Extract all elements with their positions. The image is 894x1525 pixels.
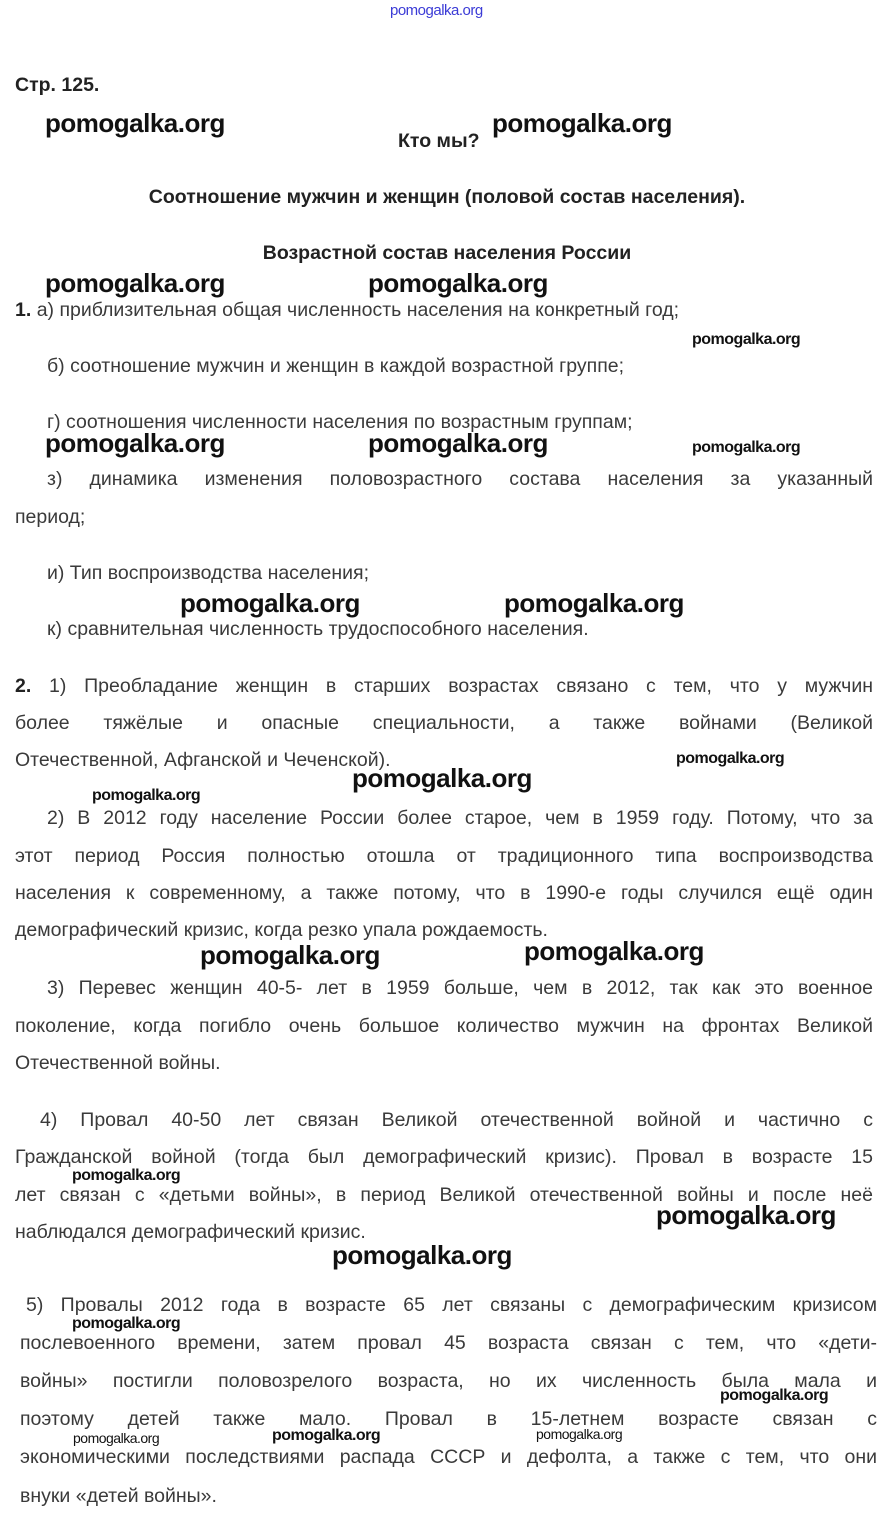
watermark: pomogalka.org <box>524 936 704 966</box>
task2-p5-line: войны» постигли половозрелого возраста, но их численность была мала и <box>20 1370 877 1392</box>
task2-p4-line: наблюдался демографический кризис. <box>15 1221 366 1243</box>
page-reference: Стр. 125. <box>15 74 100 96</box>
task2-p1-line: Отечественной, Афганской и Чеченской). <box>15 749 391 771</box>
task2-p5-line: поэтому детей также мало. Провал в 15-летнем возрасте связан с <box>20 1408 877 1430</box>
task2-p2-line: населения к современному, а также потому, что в 1990-е годы случился ещё один <box>15 882 873 904</box>
watermark: pomogalka.org <box>504 588 684 618</box>
task2-p1-line: более тяжёлые и опасные специальности, а также войнами (Великой <box>15 712 873 734</box>
task1-item-a <box>15 298 679 322</box>
watermark: pomogalka.org <box>390 2 483 19</box>
task2-p3-line: 3) Перевес женщин 40-5- лет в 1959 больше, чем в 2012, так как это военное <box>47 977 873 999</box>
line-text: 1) Преобладание женщин в старших возрастах связано с тем, что у мужчин <box>49 675 873 697</box>
watermark: pomogalka.org <box>332 1240 512 1270</box>
watermark: pomogalka.org <box>92 787 201 804</box>
watermark: pomogalka.org <box>368 428 548 458</box>
watermark: pomogalka.org <box>45 428 225 458</box>
heading-age-composition: Возрастной состав населения России <box>262 242 632 264</box>
watermark: pomogalka.org <box>492 108 672 138</box>
watermark: pomogalka.org <box>692 439 801 456</box>
heading-sex-composition: Соотношение мужчин и женщин (половой состав населения). <box>148 186 746 208</box>
task2-p5-line: экономическими последствиями распада СССР и дефолта, а также с тем, что они <box>20 1446 877 1468</box>
item-text: а) приблизительная общая численность населения на конкретный год; <box>36 299 680 321</box>
watermark: pomogalka.org <box>656 1200 836 1230</box>
task1-item-g: г) соотношения численности населения по возрастным группам; <box>47 411 633 433</box>
task2-p4-line: лет связан с «детьми войны», в период Великой отечественной войны и после неё <box>15 1184 873 1206</box>
task2-p2-line: этот период Россия полностью отошла от традиционного типа воспроизводства <box>15 845 873 867</box>
watermark: pomogalka.org <box>73 1430 160 1446</box>
watermark: pomogalka.org <box>692 331 801 348</box>
task2-p3-line: Отечественной войны. <box>15 1052 221 1074</box>
task2-p5-line: внуки «детей войны». <box>20 1485 217 1507</box>
watermark: pomogalka.org <box>180 588 360 618</box>
watermark: pomogalka.org <box>352 763 532 793</box>
task1-item-z: з) динамика изменения половозрастного состава населения за указанный <box>47 468 873 490</box>
watermark: pomogalka.org <box>720 1387 829 1404</box>
watermark: pomogalka.org <box>72 1167 181 1184</box>
watermark: pomogalka.org <box>72 1315 181 1332</box>
task2-p2-line: демографический кризис, когда резко упала рождаемость. <box>15 919 548 941</box>
watermark: pomogalka.org <box>272 1427 381 1444</box>
task1-item-i: и) Тип воспроизводства населения; <box>47 562 369 584</box>
task2-p5-line: послевоенного времени, затем провал 45 возраста связан с тем, что «дети- <box>20 1332 877 1354</box>
watermark: pomogalka.org <box>45 108 225 138</box>
task1-item-b: б) соотношение мужчин и женщин в каждой возрастной группе; <box>47 355 625 377</box>
task1-item-z-cont: период; <box>15 506 86 528</box>
task2-p2-line: 2) В 2012 году население России более старое, чем в 1959 году. Потому, что за <box>47 807 873 829</box>
watermark: pomogalka.org <box>536 1426 623 1442</box>
task2-p4-line: Гражданской войной (тогда был демографический кризис). Провал в возрасте 15 <box>15 1146 873 1168</box>
task2-p1-line <box>15 674 873 698</box>
task2-p4-line: 4) Провал 40-50 лет связан Великой отечественной войной и частично с <box>40 1109 873 1131</box>
task1-item-k: к) сравнительная численность трудоспособного населения. <box>47 618 589 640</box>
watermark: pomogalka.org <box>676 750 785 767</box>
watermark: pomogalka.org <box>45 268 225 298</box>
task-number: 1. <box>15 299 32 321</box>
task-number: 2. <box>15 675 32 697</box>
task2-p5-line: 5) Провалы 2012 года в возрасте 65 лет связаны с демографическим кризисом <box>26 1294 877 1316</box>
heading-who-we-are: Кто мы? <box>398 130 480 152</box>
watermark: pomogalka.org <box>200 940 380 970</box>
watermark: pomogalka.org <box>368 268 548 298</box>
task2-p3-line: поколение, когда погибло очень большое количество мужчин на фронтах Великой <box>15 1015 873 1037</box>
